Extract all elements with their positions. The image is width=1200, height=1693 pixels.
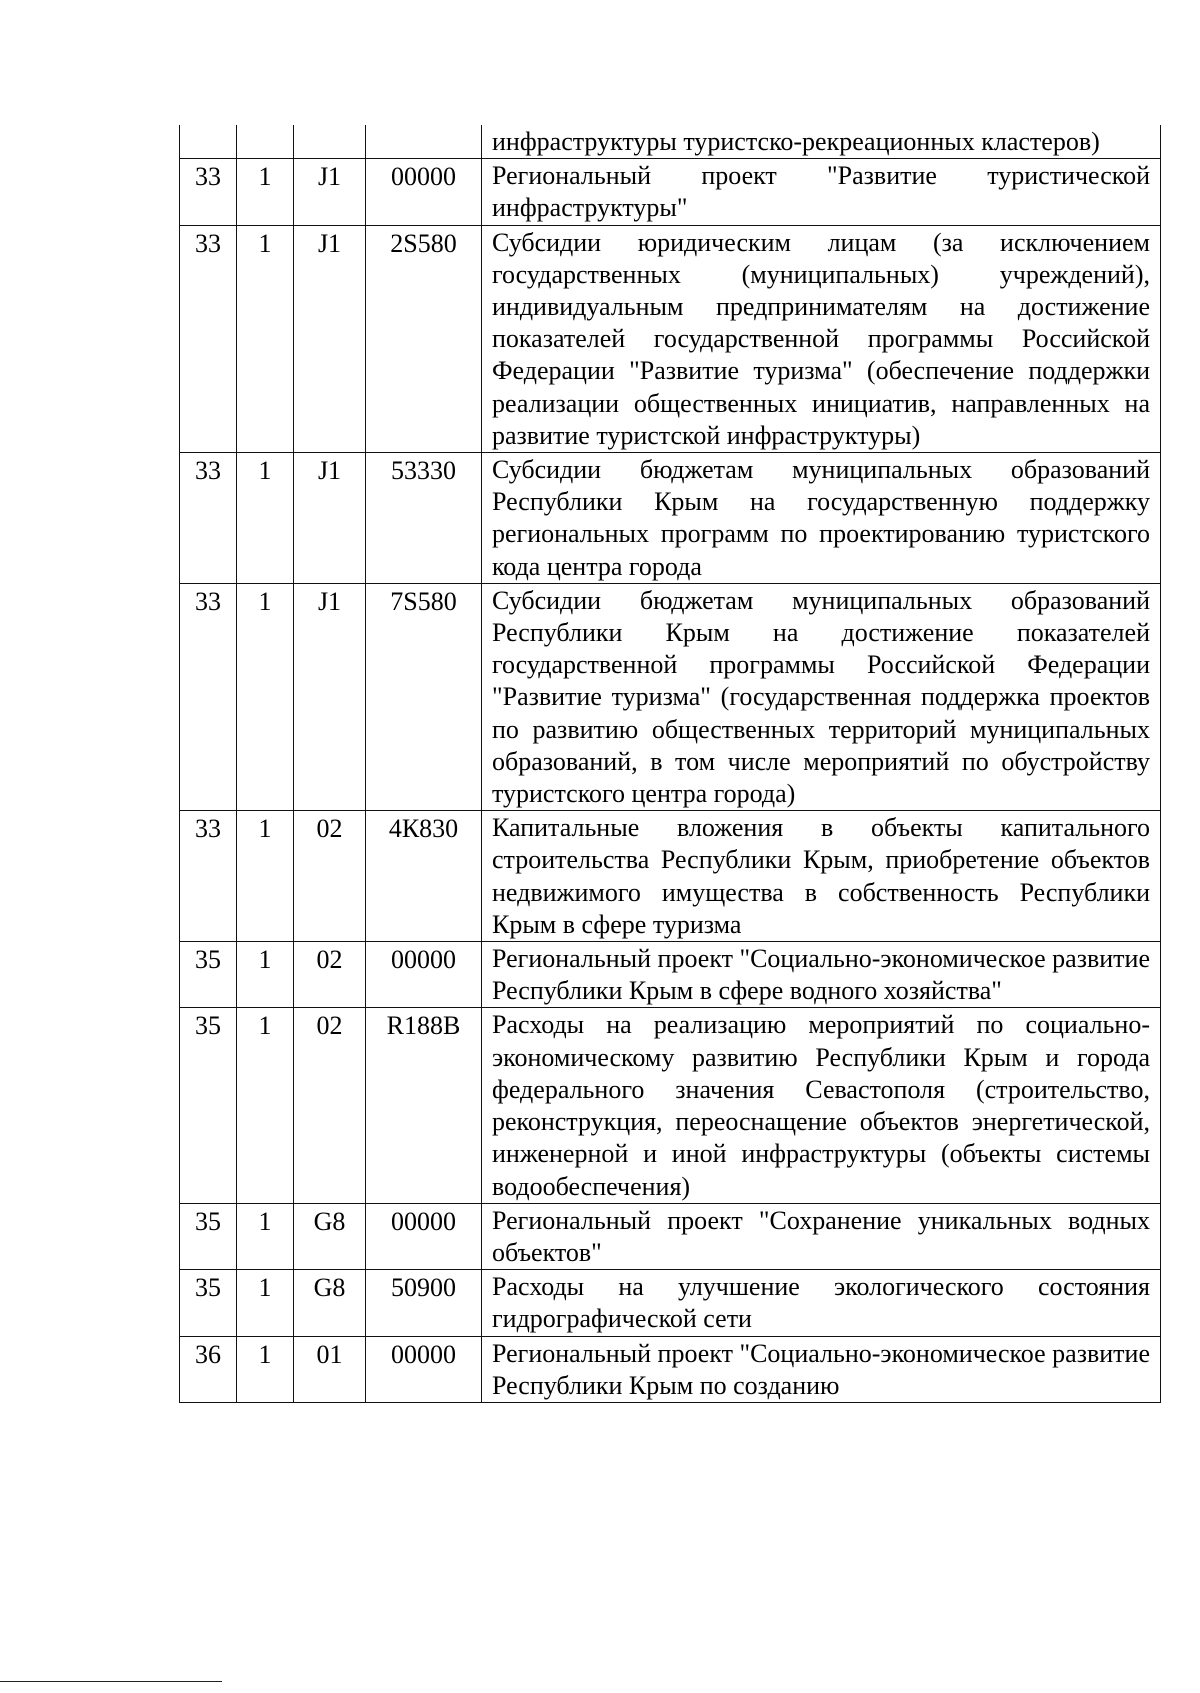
subprogram-code-cell: J1 (294, 583, 366, 810)
expense-direction-code-cell: 2S580 (366, 225, 482, 452)
expense-direction-code-cell: R188B (366, 1008, 482, 1203)
expense-direction-code-cell (366, 125, 482, 159)
section-code-cell: 33 (180, 225, 237, 452)
program-type-cell: 1 (237, 942, 294, 1008)
expense-direction-code-cell: 00000 (366, 1336, 482, 1402)
description-cell: Региональный проект "Развитие туристической инфраструктуры" (482, 159, 1161, 225)
table-body (180, 125, 1161, 1402)
section-code-cell: 35 (180, 942, 237, 1008)
description-cell: Капитальные вложения в объекты капитального строительства Республики Крым, приобретение объектов недвижимого имущества в собственность Республики Крым в сфере туризма (482, 811, 1161, 942)
description-cell: Региональный проект "Социально-экономическое развитие Республики Крым в сфере водного хозяйства" (482, 942, 1161, 1008)
table-row (180, 1270, 1161, 1336)
table-row (180, 225, 1161, 452)
description-cell: Расходы на реализацию мероприятий по социально-экономическому развитию Республики Крым и города федерального значения Севастополя (строительство, реконструкция, переоснащение объектов энергетической, инженерной и иной инфраструктуры (объекты системы водообеспечения) (482, 1008, 1161, 1203)
subprogram-code-cell: J1 (294, 225, 366, 452)
description-cell: Расходы на улучшение экологического состояния гидрографической сети (482, 1270, 1161, 1336)
footnote-separator (0, 1681, 222, 1682)
subprogram-code-cell: 01 (294, 1336, 366, 1402)
expense-direction-code-cell: 00000 (366, 1203, 482, 1269)
subprogram-code-cell: 02 (294, 1008, 366, 1203)
expense-direction-code-cell: 53330 (366, 453, 482, 584)
program-type-cell: 1 (237, 583, 294, 810)
section-code-cell: 33 (180, 583, 237, 810)
section-code-cell: 33 (180, 453, 237, 584)
description-cell: инфраструктуры туристско-рекреационных кластеров) (482, 125, 1161, 159)
program-type-cell: 1 (237, 1270, 294, 1336)
expense-direction-code-cell: 00000 (366, 159, 482, 225)
program-type-cell: 1 (237, 1203, 294, 1269)
table-row (180, 583, 1161, 810)
table-row (180, 942, 1161, 1008)
program-type-cell: 1 (237, 1008, 294, 1203)
table-row (180, 1336, 1161, 1402)
program-type-cell: 1 (237, 225, 294, 452)
section-code-cell: 33 (180, 159, 237, 225)
table-row (180, 1203, 1161, 1269)
description-cell: Субсидии бюджетам муниципальных образований Республики Крым на государственную поддержку региональных программ по проектированию туристского кода центра города (482, 453, 1161, 584)
section-code-cell: 35 (180, 1008, 237, 1203)
description-cell: Региональный проект "Социально-экономическое развитие Республики Крым по созданию (482, 1336, 1161, 1402)
description-cell: Субсидии юридическим лицам (за исключением государственных (муниципальных) учреждений), индивидуальным предпринимателям на достижение показателей государственной программы Российской Федерации "Развитие туризма" (обеспечение поддержки реализации общественных инициатив, направленных на развитие туристской инфраструктуры) (482, 225, 1161, 452)
program-type-cell: 1 (237, 453, 294, 584)
subprogram-code-cell: 02 (294, 942, 366, 1008)
section-code-cell: 35 (180, 1203, 237, 1269)
program-type-cell (237, 125, 294, 159)
table-row-continuation (180, 125, 1161, 159)
program-type-cell: 1 (237, 811, 294, 942)
subprogram-code-cell: G8 (294, 1270, 366, 1336)
expense-direction-code-cell: 7S580 (366, 583, 482, 810)
budget-classification-table (179, 125, 1161, 1403)
program-type-cell: 1 (237, 1336, 294, 1402)
table-row (180, 1008, 1161, 1203)
table-row (180, 453, 1161, 584)
expense-direction-code-cell: 00000 (366, 942, 482, 1008)
subprogram-code-cell (294, 125, 366, 159)
subprogram-code-cell: G8 (294, 1203, 366, 1269)
expense-direction-code-cell: 4К830 (366, 811, 482, 942)
table-row (180, 811, 1161, 942)
section-code-cell: 36 (180, 1336, 237, 1402)
expense-direction-code-cell: 50900 (366, 1270, 482, 1336)
subprogram-code-cell: 02 (294, 811, 366, 942)
program-type-cell: 1 (237, 159, 294, 225)
section-code-cell: 33 (180, 811, 237, 942)
subprogram-code-cell: J1 (294, 159, 366, 225)
description-cell: Субсидии бюджетам муниципальных образований Республики Крым на достижение показателей государственной программы Российской Федерации "Развитие туризма" (государственная поддержка проектов по развитию общественных территорий муниципальных образований, в том числе мероприятий по обустройству туристского центра города) (482, 583, 1161, 810)
description-cell: Региональный проект "Сохранение уникальных водных объектов" (482, 1203, 1161, 1269)
section-code-cell: 35 (180, 1270, 237, 1336)
section-code-cell (180, 125, 237, 159)
subprogram-code-cell: J1 (294, 453, 366, 584)
table-row (180, 159, 1161, 225)
